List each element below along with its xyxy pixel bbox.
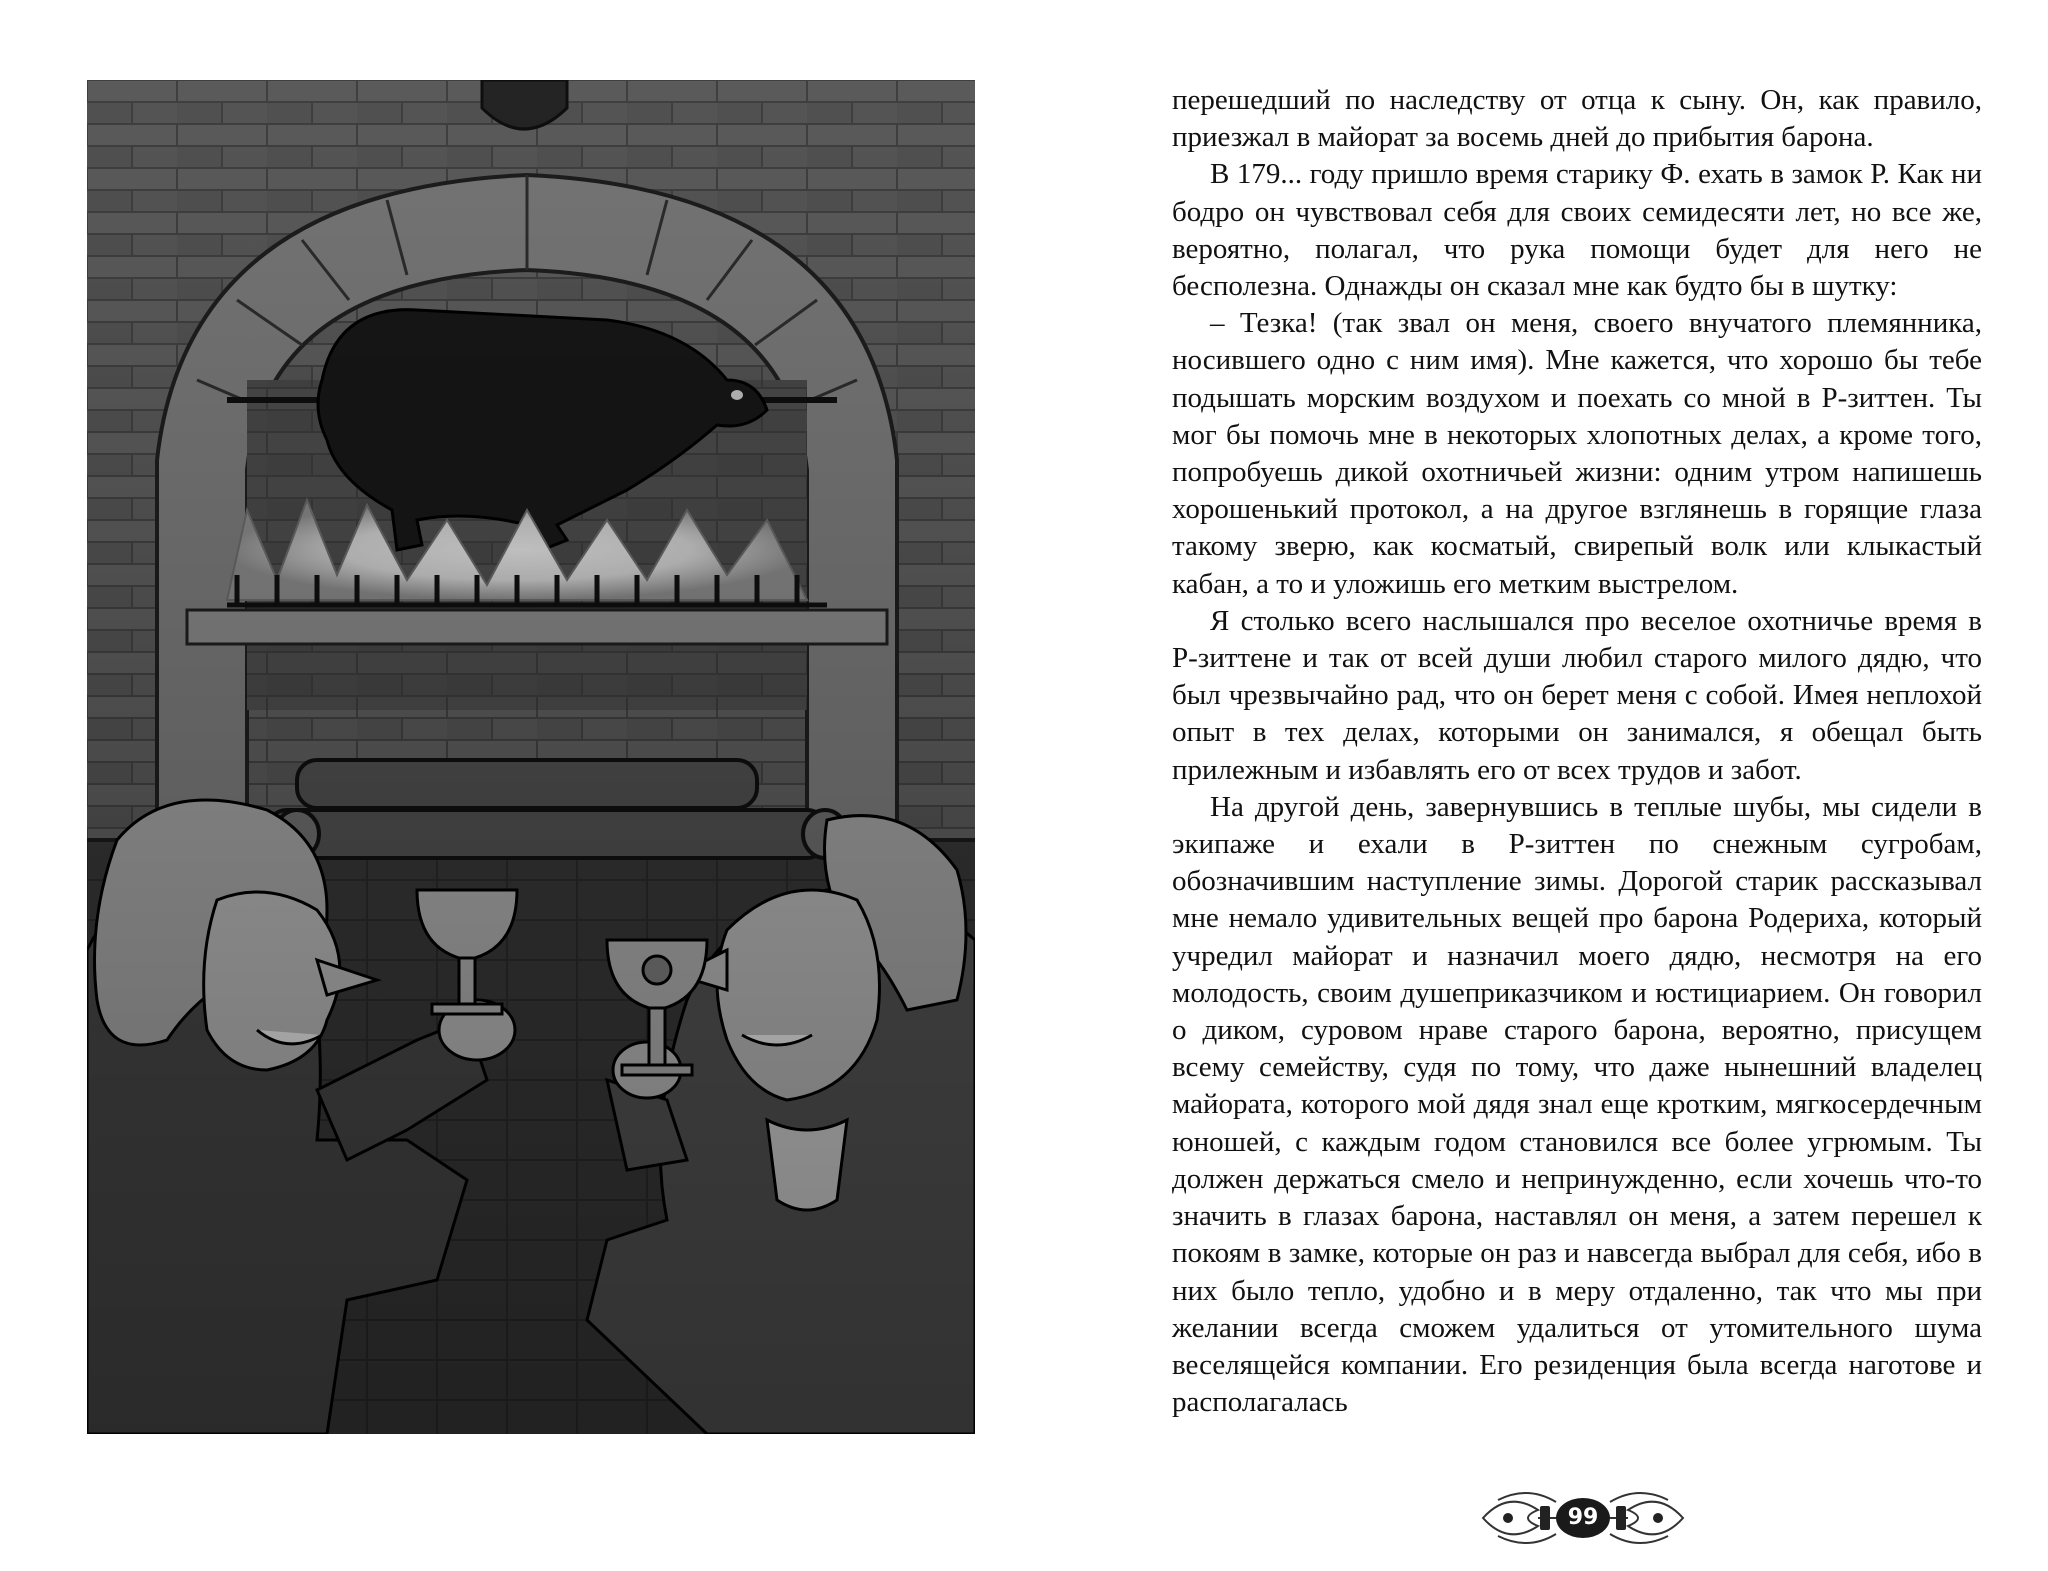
paragraph-2: В 179... году пришло время старику Ф. ехать в замок Р. Как ни бодро он чувствовал себя для своих семидесяти лет, но все же, вероятно, полагал, что рука помощи будет для него не бесполезна. Однажды он сказал мне как будто бы в шутку: bbox=[1172, 158, 1982, 303]
paragraph-5: На другой день, завернувшись в теплые шубы, мы сидели в экипаже и ехали в Р-зиттен по снежным сугробам, обозначившим наступление зимы. Дорогой старик рассказывал мне немало удивительных вещей про барона Родериха, который учредил майорат и назначил моего дядю, несмотря на его молодость, своим душеприказчиком и юстициарием. Он говорил о диком, суровом нраве старого барона, вероятно, присущем всему семейству, судя по тому, что даже нынешний владелец майората, которого мой дядя знал еще кротким, мягкосердечным юношей, с каждым годом становился все более угрюмым. Ты должен держаться смело и непринужденно, если хочешь что-то значить в глазах барона, наставлял он меня, а затем перешел к покоям в замке, которые он раз и навсегда выбрал для себя, ибо в них было тепло, удобно и в меру отдаленно, так что мы при желании всегда сможем удалиться от утомительного шума веселящейся компании. Его резиденция была всегда наготове и располагалась bbox=[1172, 790, 1982, 1419]
engraving-illustration-icon bbox=[87, 80, 975, 1434]
paragraph-3: – Тезка! (так звал он меня, своего внучатого племянника, носившего одно с ним имя). Мне кажется, что хорошо бы тебе подышать морским воздухом и поехать со мной в Р-зиттен. Ты мог бы помочь мне в некоторых хлопотных делах, а кроме того, попробуешь дикой охотничьей жизни: одним утром напишешь хорошенький протокол, а на другое взглянешь в горящие глаза такому зверю, как косматый, свирепый волк или клыкастый кабан, а то и уложишь его метким выстрелом. bbox=[1172, 307, 1982, 600]
page-number: 99 bbox=[1567, 1505, 1599, 1530]
body-text bbox=[1172, 82, 1982, 1421]
paragraph-1: перешедший по наследству от отца к сыну. Он, как правило, приезжал в майорат за восемь дней до прибытия барона. bbox=[1172, 84, 1982, 154]
paragraph-4: Я столько всего наслышался про веселое охотничье время в Р-зиттене и так от всей души любил старого милого дядю, что был чрезвычайно рад, что он берет меня с собой. Имея неплохой опыт в тех делах, которыми он занимался, я обещал быть прилежным и избавлять его от всех трудов и забот. bbox=[1172, 604, 1982, 786]
page-number-ornament bbox=[1478, 1480, 1688, 1556]
engraving-illustration bbox=[87, 80, 975, 1434]
